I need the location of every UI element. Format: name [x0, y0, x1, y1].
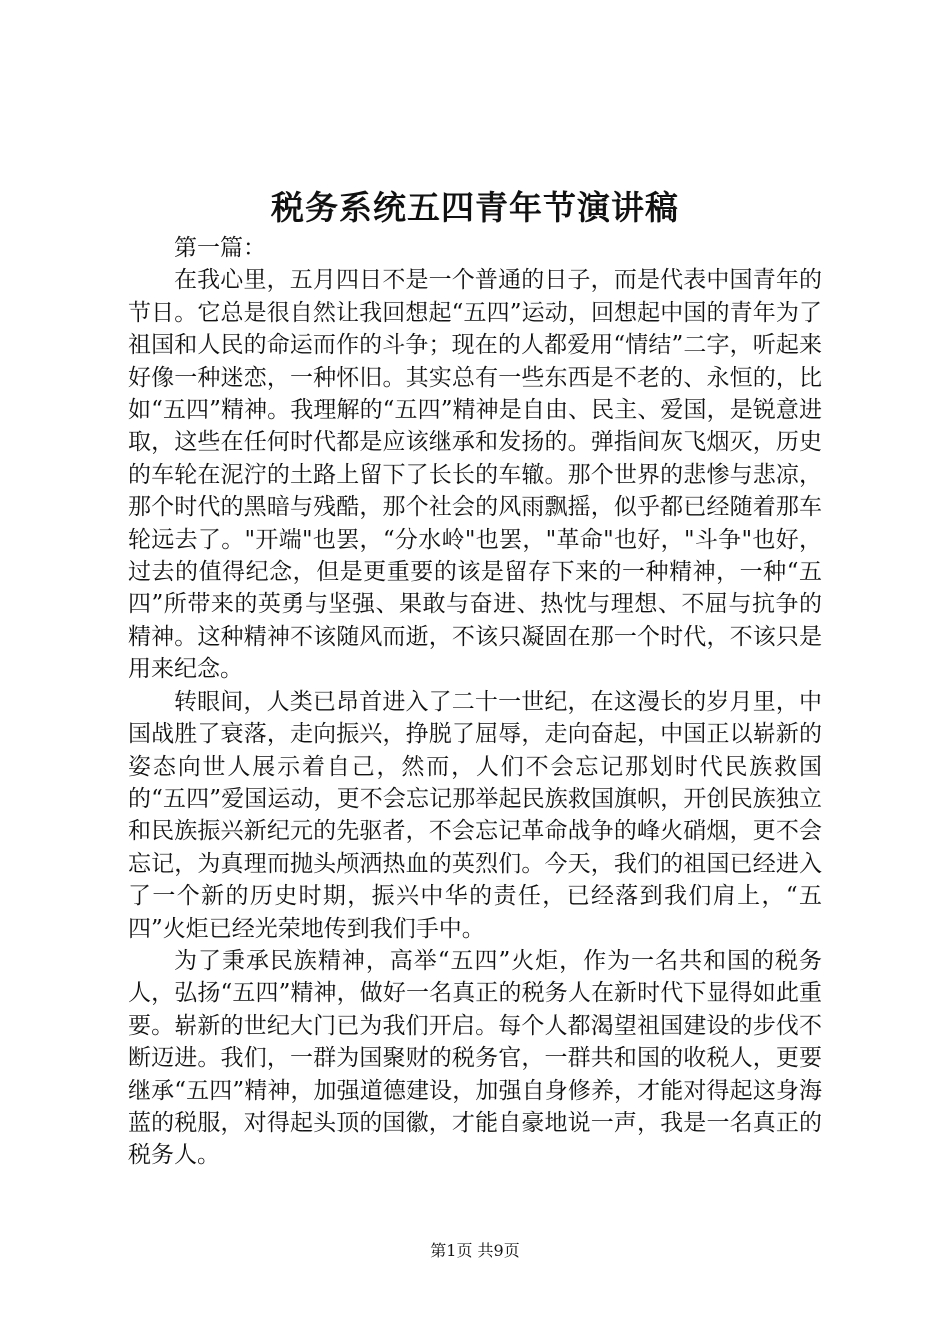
paragraph-1: 在我心里，五月四日不是一个普通的日子，而是代表中国青年的节日。它总是很自然让我回想起“五四”运动，回想起中国的青年为了祖国和人民的命运而作的斗争；现在的人都爱用“情结”二字，听起来好像一种迷恋，一种怀旧。其实总有一些东西是不老的、永恒的，比如“五四”精神。我理解的“五四”精神是自由、民主、爱国，是锐意进取，这些在任何时代都是应该继承和发扬的。弹指间灰飞烟灭，历史的车轮在泥泞的土路上留下了长长的车辙。那个世界的悲惨与悲凉，那个时代的黑暗与残酷，那个社会的风雨飘摇，似乎都已经随着那车轮远去了。"开端"也罢，“分水岭"也罢，"革命"也好，"斗争"也好，过去的值得纪念，但是更重要的该是留存下来的一种精神，一种“五四”所带来的英勇与坚强、果敢与奋进、热忱与理想、不屈与抗争的精神。这种精神不该随风而逝，不该只凝固在那一个时代，不该只是用来纪念。: [128, 267, 822, 683]
section-label: 第一篇：: [174, 235, 266, 261]
page-footer: 第1页 共9页: [430, 1241, 520, 1260]
document-title: 税务系统五四青年节演讲稿: [271, 188, 679, 227]
document-body: [128, 232, 822, 1172]
paragraph-3: 为了秉承民族精神，高举“五四”火炬，作为一名共和国的税务人，弘扬“五四”精神，做好一名真正的税务人在新时代下显得如此重要。崭新的世纪大门已为我们开启。每个人都渴望祖国建设的步伐不断迈进。我们，一群为国聚财的税务官，一群共和国的收税人，更要继承“五四”精神，加强道德建设，加强自身修养，才能对得起这身海蓝的税服，对得起头顶的国徽，才能自豪地说一声，我是一名真正的税务人。: [128, 947, 822, 1169]
paragraph-2: 转眼间，人类已昂首进入了二十一世纪，在这漫长的岁月里，中国战胜了衰落，走向振兴，挣脱了屈辱，走向奋起，中国正以崭新的姿态向世人展示着自己，然而，人们不会忘记那划时代民族救国的“五四”爱国运动，更不会忘记那举起民族救国旗帜，开创民族独立和民族振兴新纪元的先驱者，不会忘记革命战争的峰火硝烟，更不会忘记，为真理而抛头颅洒热血的英烈们。今天，我们的祖国已经进入了一个新的历史时期，振兴中华的责任，已经落到我们肩上，“五四”火炬已经光荣地传到我们手中。: [128, 688, 822, 942]
